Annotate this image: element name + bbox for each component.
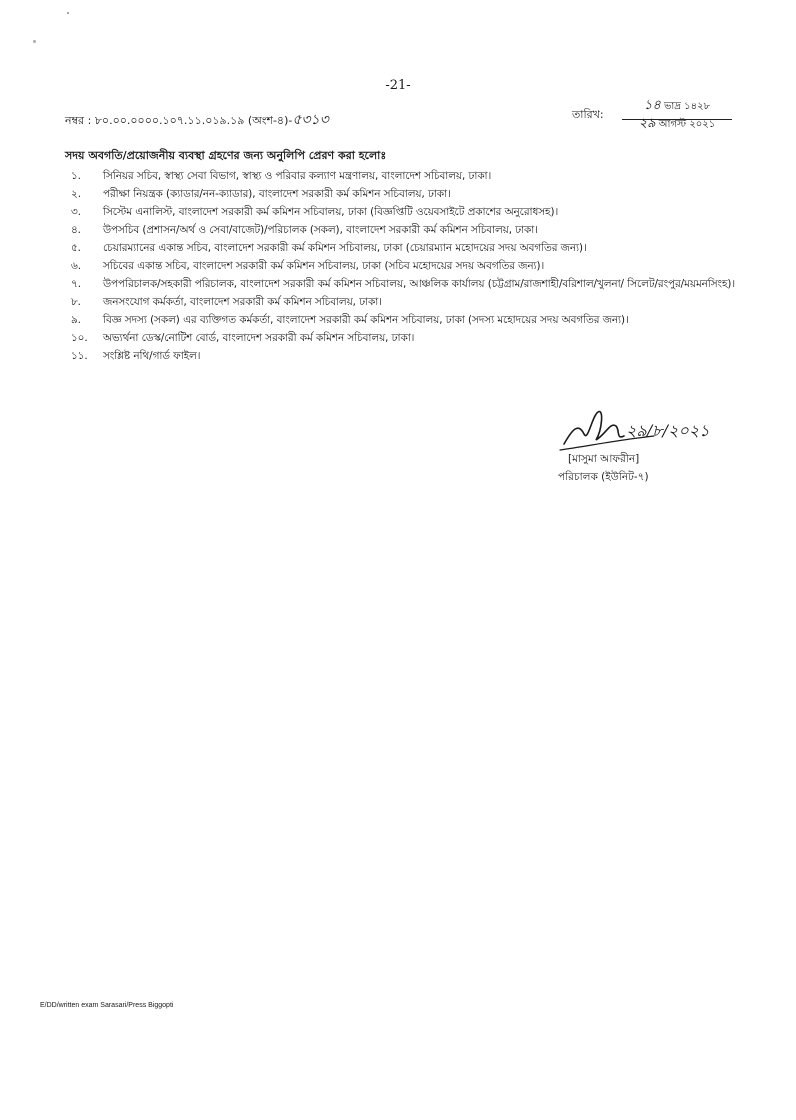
page-number: -21- xyxy=(385,78,411,93)
copy-item-number: ৬. xyxy=(71,260,81,272)
date-gregorian xyxy=(622,114,732,135)
copy-item-text: উপপরিচালক/সহকারী পরিচালক, বাংলাদেশ সরকারী কর্ম কমিশন সচিবালয়, আঞ্চলিক কার্যালয় (চট্টগ্রাম/রাজশাহী/বরিশাল/খুলনা/ সিলেট/রংপুর/ময়মনসিংহ)। xyxy=(103,278,736,290)
copy-item-text: উপসচিব (প্রশাসন/অর্থ ও সেবা/বাজেট)/পরিচালক (সকল), বাংলাদেশ সরকারী কর্ম কমিশন সচিবালয়, ঢাকা। xyxy=(103,224,538,236)
copy-item-text: সিস্টেম এনালিস্ট, বাংলাদেশ সরকারী কর্ম কমিশন সচিবালয়, ঢাকা (বিজ্ঞপ্তিটি ওয়েবসাইটে প্রকাশের অনুরোধসহ)। xyxy=(103,206,559,218)
signature-block xyxy=(550,400,750,490)
copy-item-text: বিজ্ঞ সদস্য (সকল) এর ব্যক্তিগত কর্মকর্তা, বাংলাদেশ সরকারী কর্ম কমিশন সচিবালয়, ঢাকা (সদস্য মহোদয়ের সদয় অবগতির জন্য)। xyxy=(103,314,629,326)
copy-item-number: ৫. xyxy=(71,242,81,254)
copy-heading: সদয় অবগতি/প্রয়োজনীয় ব্যবস্থা গ্রহণের জন্য অনুলিপি প্রেরণ করা হলোঃ xyxy=(65,149,387,162)
copy-item-text: সংশ্লিষ্ট নথি/গার্ড ফাইল। xyxy=(103,350,201,362)
copy-item xyxy=(65,348,745,365)
copy-item-number: ২. xyxy=(71,188,81,200)
copy-item xyxy=(65,312,745,329)
copy-item-text: পরীক্ষা নিয়ন্ত্রক (ক্যাডার/নন-ক্যাডার), বাংলাদেশ সরকারী কর্ম কমিশন সচিবালয়, ঢাকা। xyxy=(103,188,451,200)
copy-item-number: ৮. xyxy=(71,296,81,308)
footer-reference: E/DD/written exam Sarasari/Press Biggopti xyxy=(40,1002,174,1009)
date-bangla-day: ১৪ xyxy=(643,98,661,113)
scan-speck xyxy=(33,40,36,43)
date-gregorian-day: ২৯ xyxy=(638,116,656,131)
copy-item xyxy=(65,204,745,221)
copy-item-text: সচিবের একান্ত সচিব, বাংলাদেশ সরকারী কর্ম কমিশন সচিবালয়, ঢাকা (সচিব মহোদয়ের সদয় অবগতির জন্য)। xyxy=(103,260,545,272)
copy-item-number: ৯. xyxy=(71,314,81,326)
copy-item xyxy=(65,222,745,239)
copy-item-number: ৩. xyxy=(71,206,81,218)
date-block xyxy=(572,96,742,136)
memo-number-printed: নম্বর : ৮০.০০.০০০০.১০৭.১১.০১৯.১৯ (অংশ-৪)- xyxy=(65,114,293,127)
copy-item-text: চেয়ারম্যানের একান্ত সচিব, বাংলাদেশ সরকারী কর্ম কমিশন সচিবালয়, ঢাকা (চেয়ারম্যান মহোদয়ের সদয় অবগতির জন্য)। xyxy=(103,242,587,254)
copy-item xyxy=(65,186,745,203)
copy-item-number: ৭. xyxy=(71,278,81,290)
copy-item xyxy=(65,294,745,311)
handwritten-signature xyxy=(558,400,738,456)
copy-item xyxy=(65,330,745,347)
copy-list xyxy=(65,168,745,366)
copy-item-text: জনসংযোগ কর্মকর্তা, বাংলাদেশ সরকারী কর্ম কমিশন সচিবালয়, ঢাকা। xyxy=(103,296,382,308)
copy-item-number: ১১. xyxy=(71,350,88,362)
copy-item xyxy=(65,258,745,275)
copy-item-number: ১০. xyxy=(71,332,88,344)
signatory-designation: পরিচালক (ইউনিট-৭) xyxy=(558,471,649,483)
signature-date: ২৯/৮/২০২১ xyxy=(626,421,710,440)
copy-item-number: ৪. xyxy=(71,224,81,236)
copy-item xyxy=(65,276,745,293)
date-gregorian-month-year: আগস্ট ২০২১ xyxy=(658,119,716,130)
signatory-name: [মাসুমা আফরীন] xyxy=(568,453,640,465)
date-bangla-month-year: ভাদ্র ১৪২৮ xyxy=(663,101,711,112)
date-label: তারিখ: xyxy=(572,108,604,121)
memo-number-handwritten: ৫৩১৩ xyxy=(292,112,329,128)
scan-speck xyxy=(67,12,69,14)
memo-number xyxy=(65,108,329,132)
copy-item-text: অভ্যর্থনা ডেস্ক/নোটিশ বোর্ড, বাংলাদেশ সরকারী কর্ম কমিশন সচিবালয়, ঢাকা। xyxy=(103,332,415,344)
copy-item xyxy=(65,240,745,257)
copy-item-number: ১. xyxy=(71,170,81,182)
copy-item xyxy=(65,168,745,185)
copy-item-text: সিনিয়র সচিব, স্বাস্থ্য সেবা বিভাগ, স্বাস্থ্য ও পরিবার কল্যাণ মন্ত্রণালয়, বাংলাদেশ সচিবালয়, ঢাকা। xyxy=(103,170,492,182)
